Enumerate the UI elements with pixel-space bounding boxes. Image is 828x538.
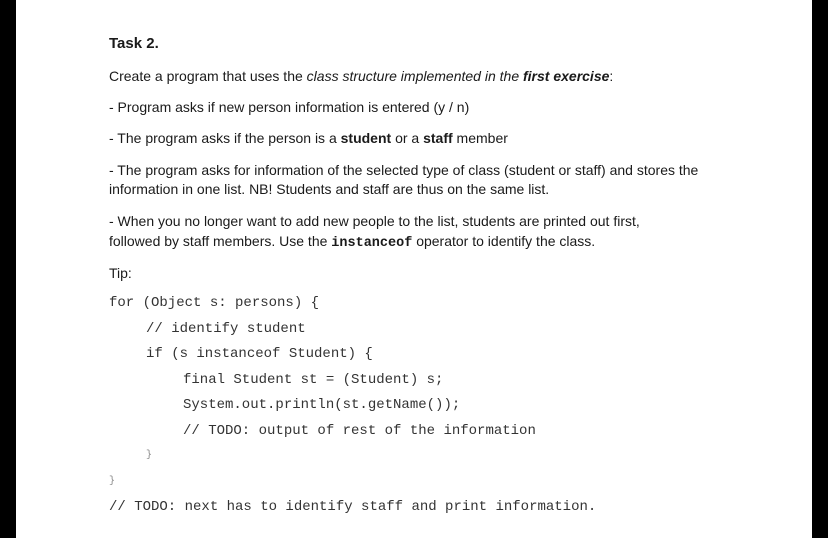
intro-paragraph <box>109 67 613 85</box>
bullet-2 <box>109 129 508 147</box>
bullet-3-line-2: information in one list. NB! Students and staff are thus on the same list. <box>109 181 550 197</box>
bullet-4-prefix: followed by staff members. Use the <box>109 233 332 249</box>
task-title: Task 2. <box>109 35 159 52</box>
tip-label: Tip: <box>109 265 132 281</box>
bullet-4-suffix: operator to identify the class. <box>412 233 596 249</box>
instanceof-keyword: instanceof <box>331 236 413 251</box>
bullet-2-student: student <box>340 130 392 146</box>
bullet-2-prefix: - The program asks if the person is a <box>109 130 341 146</box>
bullet-4-line-2 <box>109 232 595 253</box>
code-line-5: System.out.println(st.getName()); <box>183 397 461 413</box>
bullet-3-line-1: - The program asks for information of the selected type of class (student or staff) and stores the <box>109 162 699 178</box>
bullet-2-suffix: member <box>452 130 508 146</box>
code-line-1: for (Object s: persons) { <box>109 295 320 311</box>
code-line-4: final Student st = (Student) s; <box>183 372 444 388</box>
intro-italic: class structure implemented in the <box>306 68 523 84</box>
code-line-2: // identify student <box>146 321 306 337</box>
intro-suffix: : <box>609 68 614 84</box>
bullet-2-middle: or a <box>391 130 424 146</box>
code-line-7: } <box>146 450 153 461</box>
bullet-1: - Program asks if new person information is entered (y / n) <box>109 99 470 115</box>
code-line-9: // TODO: next has to identify staff and print information. <box>109 499 597 515</box>
bullet-4-line-1: - When you no longer want to add new people to the list, students are printed out first, <box>109 213 640 229</box>
code-line-8: } <box>109 476 116 487</box>
intro-prefix: Create a program that uses the <box>109 68 307 84</box>
code-line-6: // TODO: output of rest of the information <box>183 423 536 439</box>
code-line-3: if (s instanceof Student) { <box>146 346 373 362</box>
bullet-2-staff: staff <box>423 130 453 146</box>
intro-bold-italic: first exercise <box>523 68 610 84</box>
document-page <box>16 0 812 538</box>
